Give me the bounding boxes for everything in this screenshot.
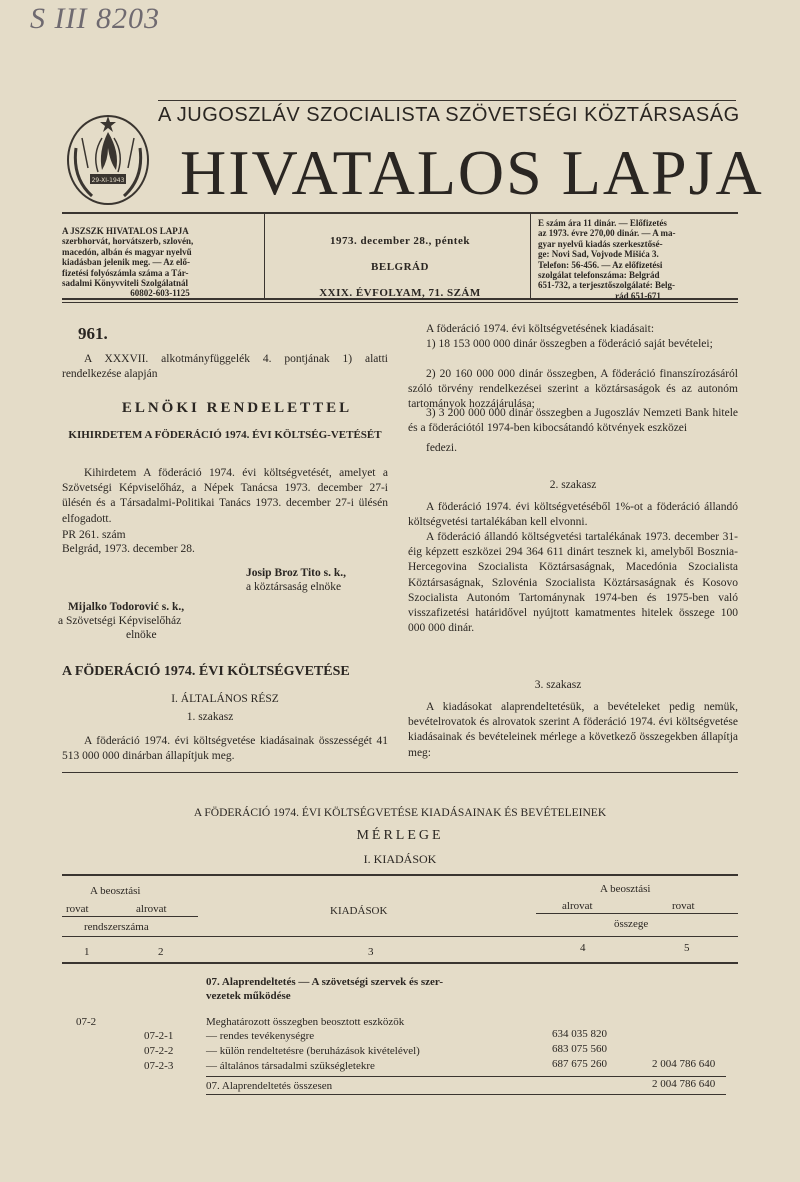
sum-value: 2 004 786 640 <box>652 1078 716 1090</box>
place-date: Belgrád, 1973. december 28. <box>62 543 195 555</box>
masthead-right-line: ge: Novi Sad, Vojvode Mišića 3. <box>538 249 659 260</box>
decree-intro: A XXXVII. alkotmányfüggelék 4. pontjának 1) alatti rendelkezése alapján <box>62 353 388 381</box>
coat-of-arms-emblem <box>62 108 154 208</box>
svg-text:29-XI-1943: 29-XI-1943 <box>91 177 125 184</box>
section-2-p1: A föderáció 1974. évi költségvetéséből 1%-ot a föderáció állandó költségvetési tartalékában kell elvonni. <box>408 501 738 529</box>
right-item-2: 2) 20 160 000 000 dinár összegben, A föderáció finanszírozásáról szóló törvény rendelkezései szerint a köztársaságok és az autonóm tartományok hozzájárulása; <box>408 368 738 411</box>
right-item-1: 1) 18 153 000 000 dinár összegben a föderáció saját bevételei; <box>426 338 713 350</box>
section-1-text: A föderáció 1974. évi költségvetése kiadásainak összességét 41 513 000 000 dinárban állapítjuk meg. <box>62 735 388 763</box>
issue-city: BELGRÁD <box>371 261 429 273</box>
masthead-center-info <box>280 228 520 306</box>
row-text: — külön rendeltetésre (beruházások kivételével) <box>206 1045 420 1057</box>
masthead-left-line: 60802-603-1125 <box>130 288 190 299</box>
issue-date: 1973. december 28., péntek <box>330 235 470 247</box>
masthead-right-line: E szám ára 11 dinár. — Előfizetés <box>538 218 667 228</box>
row-total-amount: 2 004 786 640 <box>652 1058 716 1070</box>
masthead-right-line: 651-732, a terjesztőszolgálaté: Belg- <box>538 280 675 291</box>
row-sub-amount: 634 035 820 <box>552 1028 607 1040</box>
col-alrovat: alrovat <box>136 903 167 915</box>
masthead-left-line: A JSZSZK HIVATALOS LAPJA <box>62 226 189 236</box>
budget-heading: A FÖDERÁCIÓ 1974. ÉVI KÖLTSÉGVETÉSE <box>62 664 350 679</box>
part-heading: I. ÁLTALÁNOS RÉSZ <box>171 693 279 705</box>
row-code1: 07-2 <box>76 1016 97 1028</box>
row-code2: 07-2-2 <box>144 1045 174 1057</box>
balance-part: I. KIADÁSOK <box>363 852 437 866</box>
col-right-head: A beosztási <box>600 883 651 895</box>
col-right-sub-rule <box>536 913 738 914</box>
row-code2: 07-2-3 <box>144 1060 174 1072</box>
section-3-label: 3. szakasz <box>534 679 582 691</box>
group-title-line-2: vezetek működése <box>206 990 291 1002</box>
handwritten-archive-note: S III 8203 <box>30 2 160 35</box>
right-intro: A föderáció 1974. évi költségvetésének kiadásait: <box>426 323 655 335</box>
col-num-1: 1 <box>84 946 90 958</box>
header-country-line: A JUGOSZLÁV SZOCIALISTA SZÖVETSÉGI KÖZTÁRSASÁG <box>158 104 740 126</box>
table-rule-nums <box>62 962 738 964</box>
pr-number: PR 261. szám <box>62 529 126 541</box>
row-text: — rendes tevékenységre <box>206 1030 315 1042</box>
col-osszege: összege <box>614 918 649 930</box>
col-num-2: 2 <box>158 946 164 958</box>
masthead-right-line: szolgálat telefonszáma: Belgrád <box>538 270 660 281</box>
section-2-label: 2. szakasz <box>549 479 597 491</box>
balance-subtitle: MÉRLEGE <box>356 828 444 843</box>
masthead-divider-2 <box>530 214 531 298</box>
masthead-left-line: kiadásban jelenik meg. — Az elő- <box>62 257 191 268</box>
row-sub-amount: 683 075 560 <box>552 1043 607 1055</box>
table-rule-top <box>62 874 738 876</box>
right-item-3: 3) 3 200 000 000 dinár összegben a Jugoszláv Nemzeti Bank hitele és a föderációtól 1974-ben kibocsátandó kötvények eszközei <box>408 407 738 435</box>
masthead-left-info <box>62 226 258 299</box>
col-kiadasok: KIADÁSOK <box>330 905 388 917</box>
row-text: — általános társadalmi szükségletekre <box>206 1060 375 1072</box>
col-r-rovat: rovat <box>672 900 695 912</box>
section-2-p2: A föderáció állandó költségvetési tartalékának 1973. december 31-éig képzett eszközei 294 364 611 dinárt tesznek ki, amelyből Bosznia-Hercegovina Szocialista Köztársaságnak, Macedónia Szocialista Köztársaságnak, Szlovénia Szocialista Köztársaságnak és Kosovo Szocialista Autonóm Tartománynak 1974-ben és 1975-ben való visszafizetési határidővel nyújtott kamatmentes hitelek összege 100 000 000 dinár. <box>408 531 738 635</box>
row-code2: 07-2-1 <box>144 1030 174 1042</box>
signer-todorovic-name: Mijalko Todorović s. k., <box>68 601 185 613</box>
signer-todorovic-title-end: elnöke <box>126 629 157 641</box>
group-title-line-1: 07. Alaprendeltetés — A szövetségi szervek és szer- <box>206 976 444 988</box>
col-rendszerszama: rendszerszáma <box>84 921 149 933</box>
header-top-rule <box>158 100 736 101</box>
signer-todorovic-title: a Szövetségi Képviselőház <box>58 615 182 627</box>
col-r-alrovat: alrovat <box>562 900 593 912</box>
header-title: HIVATALOS LAPJA <box>180 137 764 208</box>
columns-end-rule <box>62 772 738 773</box>
masthead-right-line: rád 651-671 <box>615 290 661 301</box>
decree-number: 961. <box>78 324 108 343</box>
masthead-rule-top <box>62 212 738 214</box>
masthead-left-line: macedón, albán és magyar nyelvű <box>62 246 192 257</box>
masthead-left-line: sadalmi Könyvviteli Szolgálatnál <box>62 278 189 289</box>
signer-tito-title: a köztársaság elnöke <box>246 581 342 593</box>
sum-rule-bottom <box>206 1094 726 1095</box>
col-num-4: 4 <box>580 942 586 954</box>
section-3-text: A kiadásokat alaprendeltetésük, a bevételeket pedig nemük, bevételrovatok és alrovatok szerint A föderáció 1974. évi költségvetése kiadásainak és bevételeinek mérlege a következő összegekben állapítja meg: <box>408 701 738 759</box>
balance-title: A FÖDERÁCIÓ 1974. ÉVI KÖLTSÉGVETÉSE KIADÁSAINAK ÉS BEVÉTELEINEK <box>193 807 607 819</box>
masthead-left-line: szerbhorvát, horvátszerb, szlovén, <box>62 236 194 247</box>
signer-tito-name: Josip Broz Tito s. k., <box>246 567 347 579</box>
right-item-3-end: fedezi. <box>426 442 457 454</box>
masthead-right-line: az 1973. évre 270,00 dinár. — A ma- <box>538 228 676 239</box>
masthead-divider-1 <box>264 214 265 298</box>
col-left-sub-rule <box>62 916 198 917</box>
col-rovat: rovat <box>66 903 89 915</box>
masthead-right-info <box>538 218 738 301</box>
issue-number: XXIX. ÉVFOLYAM, 71. SZÁM <box>319 287 481 299</box>
col-num-3: 3 <box>368 946 374 958</box>
row-text: Meghatározott összegben beosztott eszközök <box>206 1016 405 1028</box>
row-sub-amount: 687 675 260 <box>552 1058 607 1070</box>
proclaim-text: Kihirdetem A föderáció 1974. évi költségvetését, amelyet a Szövetségi Képviselőház, a Népek Tanácsa 1973. december 27-i ülésén és a Társadalmi-Politikai Tanács 1973. december 27-i ülésén elfogadott. <box>62 467 388 525</box>
masthead-left-line: fizetési folyószámla száma a Tár- <box>62 267 189 278</box>
masthead-right-line: gyar nyelvű kiadás szerkesztősé- <box>538 238 663 249</box>
masthead-right-line: Telefon: 56-456. — Az előfizetési <box>538 259 663 270</box>
table-rule-header <box>62 936 738 937</box>
proclaim-heading: KIHIRDETEM A FÖDERÁCIÓ 1974. ÉVI KÖLTSÉG-VETÉSÉT <box>68 429 382 441</box>
col-left-head: A beosztási <box>90 885 141 897</box>
decree-heading: ELNÖKI RENDELETTEL <box>121 400 353 416</box>
sum-label: 07. Alaprendeltetés összesen <box>206 1080 333 1092</box>
section-1-label: 1. szakasz <box>186 711 234 723</box>
sum-rule <box>206 1076 726 1077</box>
col-num-5: 5 <box>684 942 690 954</box>
